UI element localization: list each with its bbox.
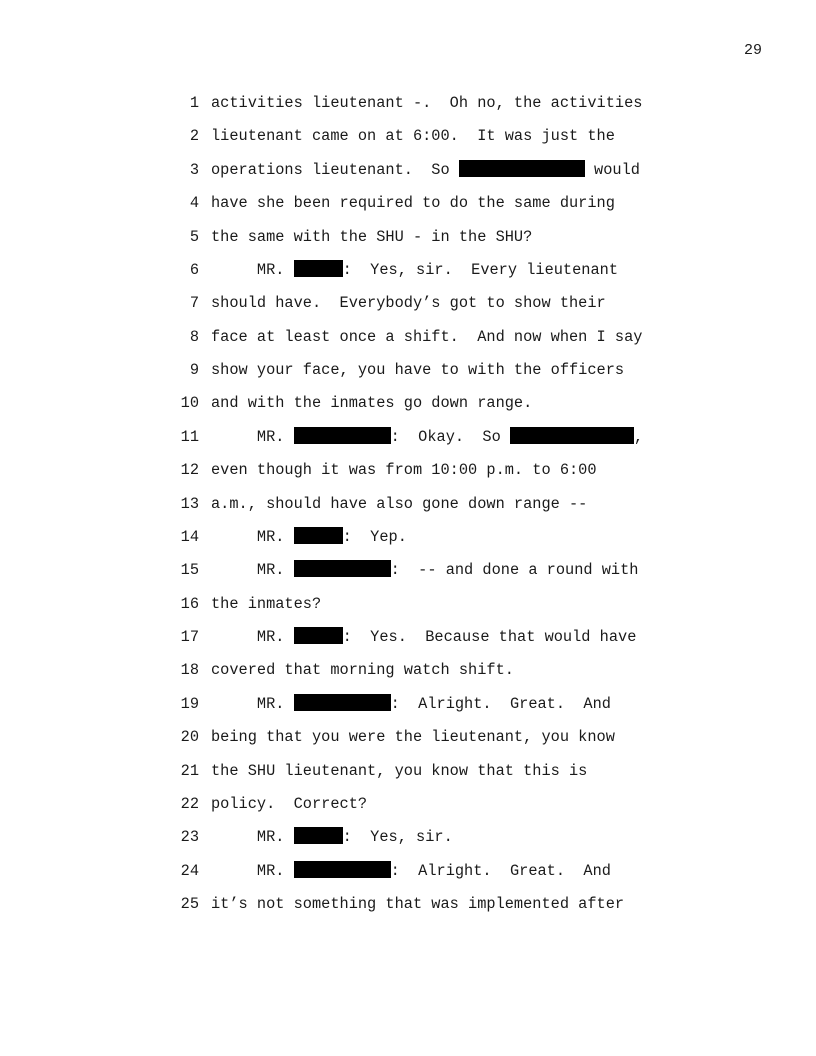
transcript-line bbox=[175, 559, 675, 592]
transcript-line bbox=[175, 459, 675, 492]
line-number: 23 bbox=[180, 828, 199, 847]
transcript-line bbox=[175, 192, 675, 225]
line-number: 4 bbox=[189, 194, 199, 213]
line-number: 15 bbox=[180, 561, 199, 580]
text-segment: : Alright. Great. And bbox=[390, 694, 611, 713]
line-text bbox=[211, 226, 532, 248]
line-text bbox=[211, 826, 453, 848]
page-number: 29 bbox=[743, 42, 762, 59]
line-number: 8 bbox=[189, 327, 199, 346]
line-number: 2 bbox=[189, 127, 199, 146]
line-text bbox=[211, 626, 636, 648]
transcript-line bbox=[175, 326, 675, 359]
line-text bbox=[211, 292, 606, 314]
transcript-line bbox=[175, 693, 675, 726]
line-number: 18 bbox=[180, 661, 199, 680]
line-text bbox=[211, 426, 643, 448]
text-segment: and with the inmates go down range. bbox=[211, 394, 533, 413]
text-segment: operations lieutenant. So bbox=[211, 160, 459, 179]
text-segment: : -- and done a round with bbox=[390, 561, 639, 580]
text-segment: show your face, you have to with the officers bbox=[211, 361, 625, 379]
line-text bbox=[211, 793, 367, 815]
line-number: 25 bbox=[180, 895, 199, 913]
line-number: 17 bbox=[180, 628, 199, 646]
line-number: 20 bbox=[180, 728, 199, 747]
line-text bbox=[211, 893, 624, 915]
text-segment: should have. Everybody’s got to show their bbox=[211, 294, 606, 313]
line-number: 12 bbox=[180, 461, 199, 480]
line-number: 21 bbox=[180, 761, 199, 780]
redaction-block bbox=[510, 427, 634, 444]
transcript-line bbox=[175, 760, 675, 793]
line-number: 3 bbox=[189, 160, 199, 179]
transcript-line bbox=[175, 726, 675, 759]
line-text bbox=[211, 559, 638, 581]
text-segment: MR. bbox=[211, 628, 294, 646]
transcript-line bbox=[175, 359, 675, 392]
text-segment: : Yes. Because that would have bbox=[342, 628, 637, 646]
transcript-line bbox=[175, 259, 675, 292]
transcript-line bbox=[175, 826, 675, 859]
text-segment: policy. Correct? bbox=[211, 794, 368, 813]
text-segment: a.m., should have also gone down range -- bbox=[211, 494, 588, 513]
text-segment: being that you were the lieutenant, you know bbox=[211, 728, 615, 747]
text-segment: it’s not something that was implemented after bbox=[211, 895, 625, 913]
text-segment: the inmates? bbox=[211, 594, 322, 613]
transcript-line bbox=[175, 426, 675, 459]
redaction-block bbox=[294, 627, 343, 644]
line-text bbox=[211, 860, 611, 882]
transcript-line bbox=[175, 893, 675, 926]
redaction-block bbox=[294, 427, 391, 444]
line-number: 24 bbox=[180, 861, 199, 880]
line-text bbox=[211, 593, 321, 615]
text-segment: : Yes, sir. Every lieutenant bbox=[342, 260, 619, 279]
text-segment: have she been required to do the same during bbox=[211, 194, 615, 213]
line-text bbox=[211, 726, 615, 748]
redaction-block bbox=[294, 560, 391, 577]
text-segment: covered that morning watch shift. bbox=[211, 661, 514, 680]
text-segment: , bbox=[633, 427, 644, 446]
text-segment: MR. bbox=[211, 427, 294, 446]
text-segment: the SHU lieutenant, you know that this is bbox=[211, 761, 588, 780]
line-text bbox=[211, 92, 642, 114]
transcript-line bbox=[175, 159, 675, 192]
text-segment: even though it was from 10:00 p.m. to 6:00 bbox=[211, 461, 597, 480]
line-text bbox=[211, 392, 532, 414]
line-text bbox=[211, 125, 615, 147]
line-text bbox=[211, 192, 615, 214]
text-segment: MR. bbox=[211, 561, 294, 580]
text-segment: face at least once a shift. And now when I say bbox=[211, 327, 643, 346]
redaction-block bbox=[294, 861, 391, 878]
line-number: 13 bbox=[180, 494, 199, 513]
transcript-line bbox=[175, 92, 675, 125]
line-text bbox=[211, 359, 624, 381]
transcript-line bbox=[175, 626, 675, 659]
text-segment: activities lieutenant -. Oh no, the activities bbox=[211, 94, 643, 112]
line-number: 16 bbox=[180, 594, 199, 613]
transcript-line bbox=[175, 493, 675, 526]
text-segment: : Okay. So bbox=[390, 427, 510, 446]
text-segment: : Yep. bbox=[342, 527, 407, 546]
transcript-body bbox=[175, 92, 675, 926]
transcript-line bbox=[175, 793, 675, 826]
redaction-block bbox=[294, 260, 343, 277]
redaction-block bbox=[459, 160, 585, 177]
redaction-block bbox=[294, 827, 343, 844]
transcript-line bbox=[175, 292, 675, 325]
line-text bbox=[211, 760, 587, 782]
line-number: 22 bbox=[180, 794, 199, 813]
line-number: 9 bbox=[189, 361, 199, 379]
transcript-line bbox=[175, 860, 675, 893]
text-segment: MR. bbox=[211, 828, 294, 847]
transcript-line bbox=[175, 526, 675, 559]
line-number: 6 bbox=[189, 260, 199, 279]
line-number: 11 bbox=[180, 427, 199, 446]
line-number: 19 bbox=[180, 694, 199, 713]
line-number: 10 bbox=[180, 394, 199, 413]
line-text bbox=[211, 159, 640, 181]
transcript-line bbox=[175, 659, 675, 692]
line-text bbox=[211, 259, 618, 281]
text-segment: : Alright. Great. And bbox=[390, 861, 611, 880]
line-text bbox=[211, 459, 597, 481]
line-text bbox=[211, 326, 642, 348]
transcript-line bbox=[175, 593, 675, 626]
line-text bbox=[211, 659, 514, 681]
text-segment: MR. bbox=[211, 861, 294, 880]
line-text bbox=[211, 526, 407, 548]
text-segment: MR. bbox=[211, 260, 294, 279]
text-segment: MR. bbox=[211, 694, 294, 713]
line-number: 1 bbox=[189, 94, 199, 112]
line-number: 5 bbox=[189, 227, 199, 246]
text-segment: MR. bbox=[211, 527, 294, 546]
transcript-line bbox=[175, 125, 675, 158]
transcript-line bbox=[175, 226, 675, 259]
text-segment: the same with the SHU - in the SHU? bbox=[211, 227, 533, 246]
line-text bbox=[211, 493, 587, 515]
redaction-block bbox=[294, 694, 391, 711]
text-segment: would bbox=[584, 160, 640, 179]
line-number: 7 bbox=[189, 294, 199, 313]
line-number: 14 bbox=[180, 527, 199, 546]
redaction-block bbox=[294, 527, 343, 544]
text-segment: : Yes, sir. bbox=[342, 828, 453, 847]
text-segment: lieutenant came on at 6:00. It was just the bbox=[211, 127, 615, 146]
line-text bbox=[211, 693, 611, 715]
transcript-line bbox=[175, 392, 675, 425]
